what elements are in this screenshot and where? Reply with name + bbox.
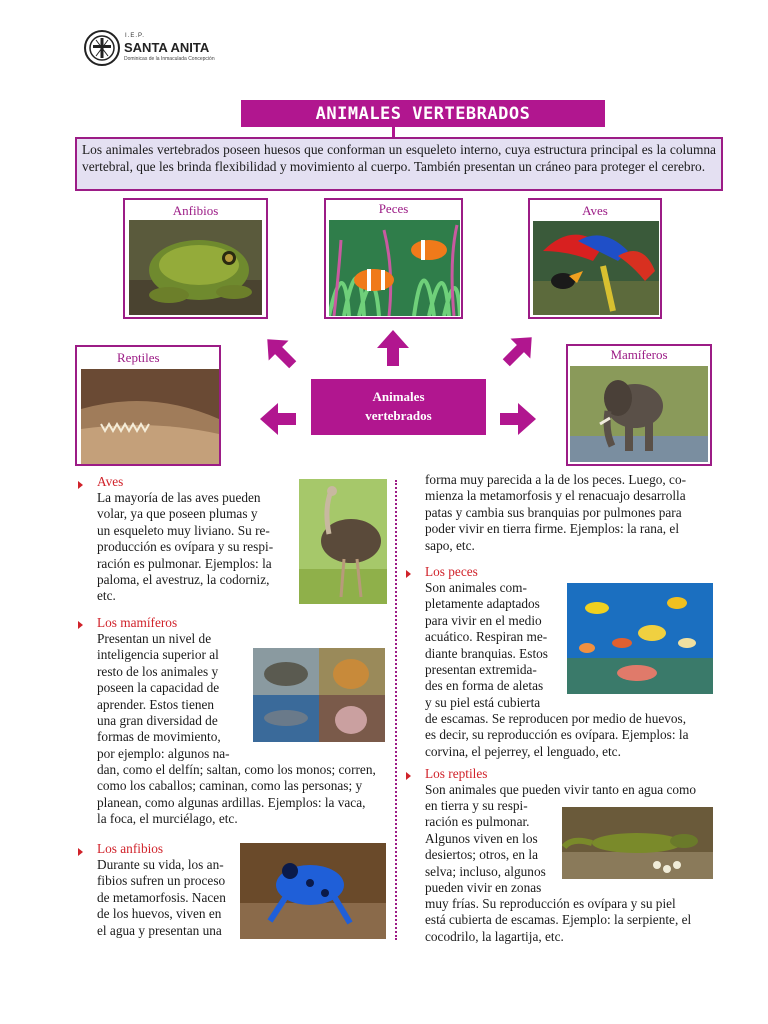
card-peces-label: Peces	[378, 201, 409, 216]
bullet-anfibios-icon	[78, 848, 83, 856]
text-line: desiertos; otros, en la	[425, 847, 538, 863]
text-line: sapo, etc.	[425, 537, 475, 553]
text-line: de los huevos, viven en	[97, 906, 222, 922]
text-line: resto de los animales y	[97, 663, 219, 679]
mammals-collage-photo	[253, 648, 385, 742]
text-line: acuático. Respiran me-	[425, 629, 548, 645]
text-line: como los caballos; caminan, como las personas; y	[97, 778, 363, 794]
center-node	[311, 379, 486, 435]
text-line: formas de movimiento,	[97, 729, 221, 745]
ostrich-photo	[299, 479, 387, 604]
lizard-photo	[562, 807, 713, 879]
text-line: dan, como el delfín; saltan, como los monos; corren,	[97, 762, 376, 777]
shield-icon	[86, 32, 118, 64]
text-line: pletamente adaptados	[425, 596, 540, 612]
text-line: des en forma de aletas	[425, 678, 544, 694]
card-peces	[324, 198, 463, 319]
crocodile-photo	[81, 369, 219, 464]
center-line-2: vertebrados	[365, 408, 432, 423]
text-line: forma muy parecida a la de los peces. Luego, co-	[425, 472, 687, 487]
elephant-photo	[570, 366, 708, 462]
section-mamiferos-text-narrow	[97, 631, 247, 762]
school-logo	[84, 30, 120, 66]
section-reptiles-text-top	[425, 782, 713, 798]
text-line: una gran diversidad de	[97, 713, 218, 729]
school-prefix: I.E.P.	[125, 33, 145, 39]
text-line: por ejemplo: algunos na-	[97, 745, 230, 761]
arrow-up-right-icon	[499, 330, 539, 370]
text-line: inteligencia superior al	[97, 647, 219, 663]
arrow-up-left-icon	[260, 332, 300, 372]
card-mamiferos-label: Mamíferos	[610, 347, 668, 362]
text-line: de escamas. Se reproducen por medio de huevos,	[425, 711, 687, 726]
text-line: para vivir en el medio	[425, 612, 542, 628]
text-line: corvina, el pejerrey, el lenguado, etc.	[425, 743, 621, 759]
text-line: pueden vivir en zonas	[425, 880, 542, 896]
text-line: Son animales com-	[425, 580, 527, 595]
text-line: selva; incluso, algunos	[425, 863, 546, 879]
section-anfibios-cont-text	[425, 472, 713, 554]
bullet-mamiferos-icon	[78, 621, 83, 629]
clownfish-photo	[329, 220, 460, 316]
text-line: paloma, el avestruz, la codorniz,	[97, 572, 270, 588]
text-line: planean, como algunas ardillas. Ejemplos: la vaca,	[97, 794, 366, 810]
text-line: la foca, el murciélago, etc.	[97, 811, 238, 827]
text-line: en tierra y su respi-	[425, 798, 528, 813]
text-line: poseen la capacidad de	[97, 680, 220, 696]
text-line: cocodrilo, la lagartija, etc.	[425, 928, 564, 944]
bullet-reptiles-icon	[406, 772, 411, 780]
section-anfibios-text	[97, 857, 233, 939]
text-line: patas y cambia sus branquias por pulmones para	[425, 504, 682, 520]
text-line: Son animales que pueden vivir tanto en agua como	[425, 782, 697, 797]
section-aves-text	[97, 490, 292, 605]
text-line: diante branquias. Estos	[425, 645, 548, 661]
column-divider	[395, 480, 397, 940]
frog-photo	[129, 220, 262, 315]
text-line: ración es pulmonar. Ejemplos: la	[97, 555, 272, 571]
bullet-aves-icon	[78, 481, 83, 489]
section-reptiles-text-narrow	[425, 798, 556, 896]
text-line: está cubierta de escamas. Ejemplo: la serpiente, el	[425, 912, 692, 928]
card-reptiles-label: Reptiles	[117, 350, 160, 365]
section-title-mamiferos: Los mamíferos	[97, 615, 178, 630]
section-peces-text-narrow	[425, 580, 560, 711]
bullet-peces-icon	[406, 570, 411, 578]
section-reptiles-text-wide	[425, 896, 713, 945]
section-title-anfibios: Los anfibios	[97, 841, 164, 856]
section-peces-text-wide	[425, 711, 713, 760]
text-line: Presentan un nivel de	[97, 631, 212, 646]
text-line: La mayoría de las aves pueden	[97, 490, 261, 505]
poison-frog-photo	[240, 843, 386, 939]
text-line: mienza la metamorfosis y el renacuajo desarrolla	[425, 488, 686, 504]
text-line: producción es ovípara y su respi-	[97, 539, 274, 555]
parrots-photo	[533, 221, 659, 315]
section-title-aves: Aves	[97, 474, 124, 489]
school-subtitle: Dominicas de la Inmaculada Concepción	[124, 56, 215, 62]
text-line: Algunos viven en los	[425, 830, 538, 846]
card-mamiferos	[566, 344, 712, 466]
arrow-up-icon	[373, 328, 413, 368]
center-line-1: Animales	[372, 389, 425, 404]
card-aves-label: Aves	[582, 203, 608, 218]
text-line: muy frías. Su reproducción es ovípara y su piel	[425, 896, 676, 911]
text-line: fibios sufren un proceso	[97, 873, 226, 889]
text-line: volar, ya que poseen plumas y	[97, 506, 258, 522]
page-title: ANIMALES VERTEBRADOS	[241, 100, 605, 127]
text-line: y su piel está cubierta	[425, 694, 541, 710]
reef-fish-photo	[567, 583, 713, 694]
school-name: SANTA ANITA	[124, 40, 210, 55]
card-anfibios-label: Anfibios	[172, 203, 219, 218]
text-line: etc.	[97, 588, 116, 604]
section-title-reptiles: Los reptiles	[425, 766, 488, 781]
card-reptiles	[75, 345, 221, 466]
text-line: aprender. Estos tienen	[97, 696, 215, 712]
text-line: presentan extremida-	[425, 662, 537, 678]
text-line: es decir, su reproducción es ovípara. Ejemplos: la	[425, 727, 689, 743]
text-line: ración es pulmonar.	[425, 814, 530, 830]
arrow-right-icon	[498, 399, 538, 439]
section-title-peces: Los peces	[425, 564, 478, 579]
card-anfibios	[123, 198, 268, 319]
text-line: un esqueleto muy liviano. Su re-	[97, 522, 270, 538]
text-line: el agua y presentan una	[97, 922, 222, 938]
card-aves	[528, 198, 662, 319]
arrow-left-icon	[258, 399, 298, 439]
text-line: de metamorfosis. Nacen	[97, 889, 226, 905]
intro-paragraph: Los animales vertebrados poseen huesos que conforman un esqueleto interno, cuya estructura principal es la columna vertebral, que les brinda flexibilidad y movimiento al cuerpo. También presentan un cráneo para proteger el cerebro.	[75, 137, 723, 191]
text-line: poder vivir en tierra firme. Ejemplos: la rana, el	[425, 521, 680, 537]
section-mamiferos-text-wide	[97, 762, 387, 828]
text-line: Durante su vida, los an-	[97, 857, 224, 872]
